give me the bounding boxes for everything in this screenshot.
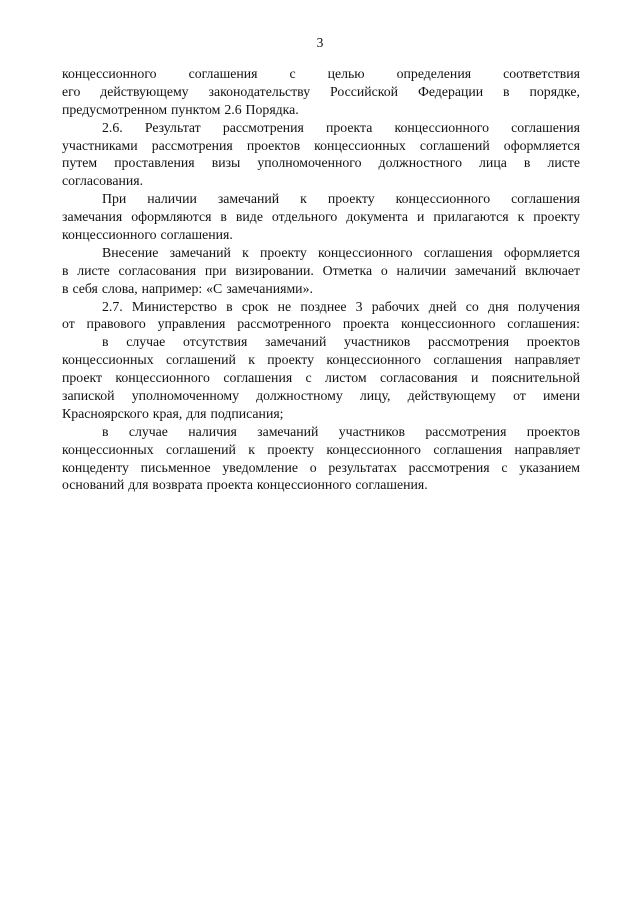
- text-line: в случае наличия замечаний участников рассмотрения проектов: [102, 423, 580, 439]
- text-line: предусмотренном пунктом 2.6 Порядка.: [62, 101, 299, 117]
- text-line: его действующему законодательству Российской Федерации в порядке,: [62, 83, 580, 99]
- text-line: концессионных соглашений к проекту концессионного соглашения направляет: [62, 352, 580, 368]
- text-line: 2.6. Результат рассмотрения проекта концессионного соглашения: [102, 119, 580, 135]
- text-line: согласования.: [62, 173, 144, 189]
- text-line: Красноярского края, для подписания;: [62, 405, 284, 421]
- text-line: замечания оформляются в виде отдельного документа и прилагаются к проекту: [62, 209, 580, 225]
- page-number: 3: [316, 35, 324, 50]
- text-line: концессионного соглашения.: [62, 227, 233, 243]
- text-line: проект концессионного соглашения с листом согласования и пояснительной: [62, 370, 580, 386]
- text-line: При наличии замечаний к проекту концессионного соглашения: [102, 191, 580, 207]
- text-line: от правового управления рассмотренного проекта концессионного соглашения:: [62, 316, 580, 332]
- text-line: концеденту письменное уведомление о результатах рассмотрения с указанием: [62, 459, 580, 475]
- text-line: концессионного соглашения с целью определения соответствия: [62, 66, 580, 81]
- document-body: [62, 65, 580, 494]
- text-line: запиской уполномоченному должностному лицу, действующему от имени: [62, 388, 580, 404]
- text-line: в случае отсутствия замечаний участников рассмотрения проектов: [102, 334, 580, 350]
- text-line: путем проставления визы уполномоченного должностного лица в листе: [62, 155, 580, 171]
- text-line: 2.7. Министерство в срок не позднее 3 рабочих дней со дня получения: [102, 298, 580, 314]
- text-line: в листе согласования при визировании. Отметка о наличии замечаний включает: [62, 262, 580, 278]
- text-line: Внесение замечаний к проекту концессионного соглашения оформляется: [102, 244, 580, 260]
- text-line: концессионных соглашений к проекту концессионного соглашения направляет: [62, 441, 580, 457]
- text-line: участниками рассмотрения проектов концессионных соглашений оформляется: [62, 137, 580, 153]
- text-line: оснований для возврата проекта концессионного соглашения.: [62, 477, 428, 493]
- text-line: в себя слова, например: «С замечаниями».: [62, 280, 313, 296]
